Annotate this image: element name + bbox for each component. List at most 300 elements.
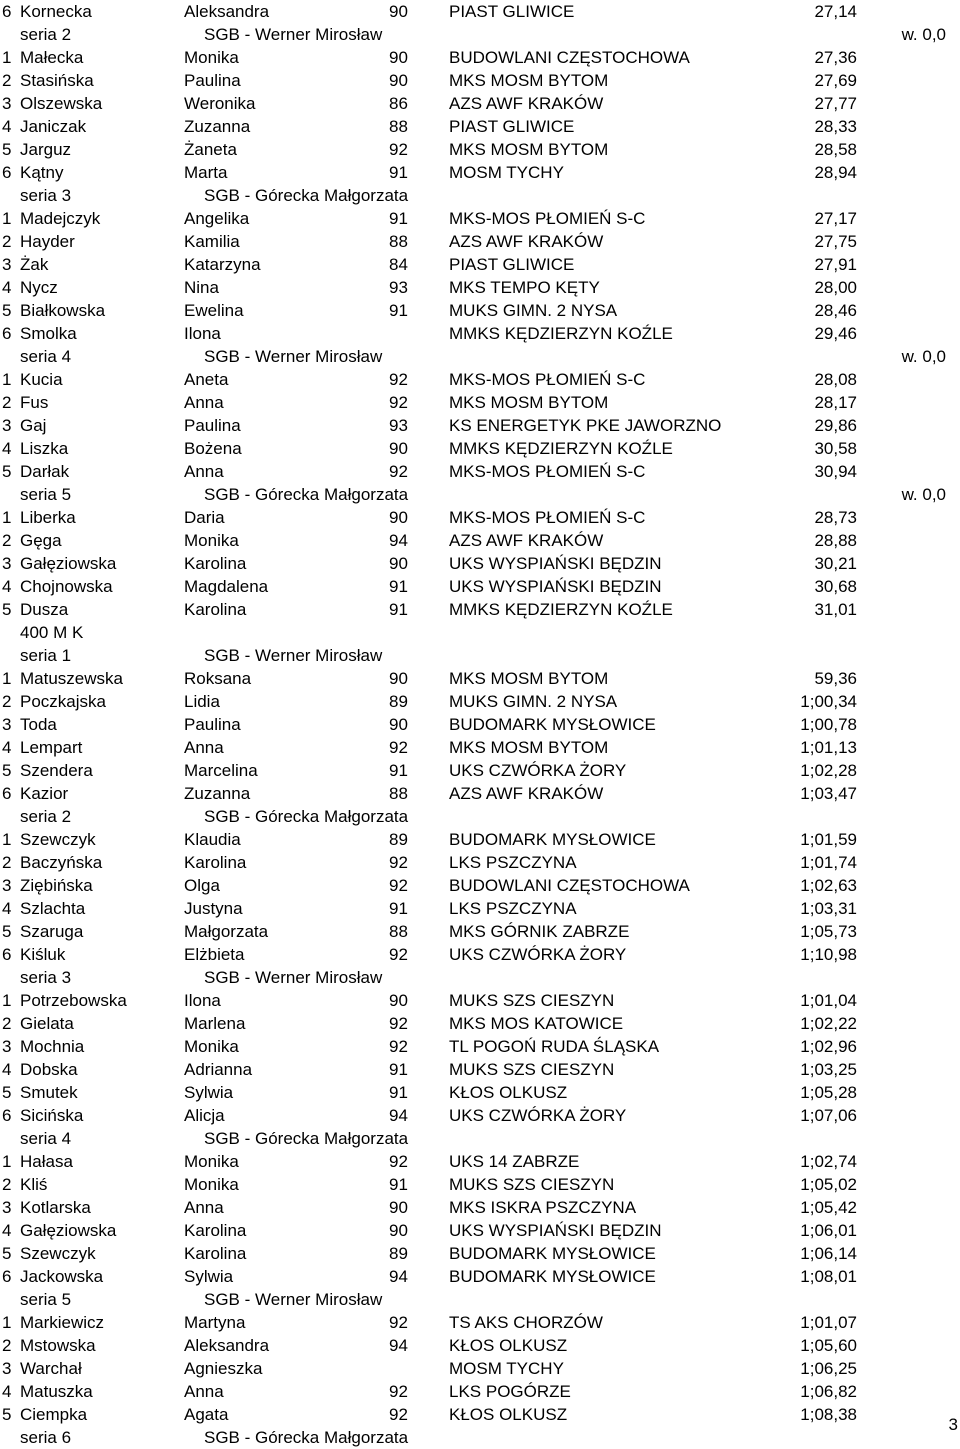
club: MKS MOSM BYTOM [449,738,609,757]
surname: Hayder [20,232,75,251]
surname: Sicińska [20,1106,84,1125]
place: 2 [2,531,12,550]
result-time: 30,94 [814,462,857,481]
series-header [0,483,960,506]
event-title [0,621,960,644]
surname: Gałęziowska [20,554,117,573]
result-row [0,414,960,437]
place: 1 [2,370,12,389]
surname: Kiśluk [20,945,66,964]
place: 4 [2,1060,12,1079]
club: MKS MOSM BYTOM [449,669,609,688]
first-name: Anna [184,738,224,757]
place: 5 [2,922,12,941]
result-row [0,690,960,713]
birth-year: 92 [389,853,408,872]
result-time: 27,17 [814,209,857,228]
surname: Smolka [20,324,77,343]
result-row [0,529,960,552]
first-name: Monika [184,48,239,67]
birth-year: 92 [389,140,408,159]
first-name: Karolina [184,1244,247,1263]
club: LKS PSZCZYNA [449,899,577,918]
result-time: 1;03,47 [800,784,857,803]
first-name: Katarzyna [184,255,261,274]
result-time: 28,94 [814,163,857,182]
wind-reading: w. 0,0 [901,25,946,44]
birth-year: 91 [389,761,408,780]
club: MKS MOSM BYTOM [449,393,609,412]
club: UKS CZWÓRKA ŻORY [449,945,627,964]
series-label: seria 2 [20,807,72,826]
birth-year: 89 [389,1244,408,1263]
birth-year: 90 [389,1198,408,1217]
result-row [0,1058,960,1081]
result-row [0,989,960,1012]
club: AZS AWF KRAKÓW [449,784,604,803]
surname: Matuszka [20,1382,93,1401]
result-time: 27,14 [814,2,857,21]
series-header [0,966,960,989]
series-label: seria 2 [20,25,72,44]
place: 5 [2,1083,12,1102]
result-time: 1;02,63 [800,876,857,895]
birth-year: 94 [389,1106,408,1125]
result-time: 27,91 [814,255,857,274]
result-row [0,1265,960,1288]
result-time: 1;08,38 [800,1405,857,1424]
first-name: Marcelina [184,761,258,780]
result-time: 1;05,73 [800,922,857,941]
first-name: Sylwia [184,1083,234,1102]
result-row [0,253,960,276]
surname: Kornecka [20,2,92,21]
first-name: Lidia [184,692,220,711]
series-label: seria 3 [20,186,72,205]
surname: Szlachta [20,899,86,918]
first-name: Bożena [184,439,242,458]
result-row [0,1380,960,1403]
result-row [0,1403,960,1426]
birth-year: 92 [389,1405,408,1424]
first-name: Klaudia [184,830,241,849]
place: 3 [2,416,12,435]
result-row [0,1081,960,1104]
surname: Kazior [20,784,69,803]
place: 4 [2,577,12,596]
club: MMKS KĘDZIERZYN KOŹLE [449,324,673,343]
birth-year: 91 [389,209,408,228]
result-row [0,552,960,575]
club: BUDOMARK MYSŁOWICE [449,830,656,849]
place: 4 [2,1221,12,1240]
place: 2 [2,71,12,90]
club: LKS PSZCZYNA [449,853,577,872]
club: MKS GÓRNIK ZABRZE [449,922,630,941]
place: 4 [2,439,12,458]
series-label: seria 1 [20,646,72,665]
series-header [0,184,960,207]
series-judge: SGB - Werner Mirosław [204,646,383,665]
first-name: Aleksandra [184,1336,270,1355]
club: UKS WYSPIAŃSKI BĘDZIN [449,554,662,573]
first-name: Karolina [184,853,247,872]
place: 3 [2,94,12,113]
club: MKS MOSM BYTOM [449,140,609,159]
surname: Ciempka [20,1405,88,1424]
surname: Baczyńska [20,853,103,872]
birth-year: 91 [389,577,408,596]
first-name: Magdalena [184,577,269,596]
result-row [0,1104,960,1127]
club: TS AKS CHORZÓW [449,1313,603,1332]
birth-year: 88 [389,784,408,803]
result-row [0,575,960,598]
result-row [0,368,960,391]
surname: Jackowska [20,1267,104,1286]
result-time: 1;05,60 [800,1336,857,1355]
wind-reading: w. 0,0 [901,485,946,504]
result-row [0,437,960,460]
surname: Hałasa [20,1152,73,1171]
result-row [0,276,960,299]
result-time: 1;10,98 [800,945,857,964]
surname: Darłak [20,462,70,481]
result-row [0,115,960,138]
series-label: seria 5 [20,485,72,504]
place: 4 [2,278,12,297]
club: KŁOS OLKUSZ [449,1405,568,1424]
club: MKS ISKRA PSZCZYNA [449,1198,637,1217]
result-row [0,1012,960,1035]
result-time: 27,69 [814,71,857,90]
surname: Matuszewska [20,669,123,688]
birth-year: 90 [389,1221,408,1240]
result-row [0,161,960,184]
surname: Lempart [20,738,83,757]
series-judge: SGB - Werner Mirosław [204,347,383,366]
birth-year: 90 [389,48,408,67]
birth-year: 90 [389,2,408,21]
result-time: 1;08,01 [800,1267,857,1286]
club: MKS-MOS PŁOMIEŃ S-C [449,370,646,389]
first-name: Nina [184,278,219,297]
place: 5 [2,600,12,619]
place: 6 [2,324,12,343]
series-judge: SGB - Werner Mirosław [204,25,383,44]
place: 3 [2,1359,12,1378]
birth-year: 91 [389,600,408,619]
surname: Ziębińska [20,876,93,895]
club: UKS CZWÓRKA ŻORY [449,1106,627,1125]
result-row [0,667,960,690]
place: 6 [2,1106,12,1125]
place: 6 [2,1267,12,1286]
birth-year: 89 [389,692,408,711]
place: 4 [2,1382,12,1401]
page-number: 3 [948,1415,958,1434]
club: BUDOMARK MYSŁOWICE [449,715,656,734]
club: UKS WYSPIAŃSKI BĘDZIN [449,577,662,596]
first-name: Anna [184,1198,224,1217]
place: 4 [2,117,12,136]
club: BUDOMARK MYSŁOWICE [449,1244,656,1263]
place: 6 [2,163,12,182]
birth-year: 90 [389,715,408,734]
surname: Gielata [20,1014,74,1033]
result-time: 1;00,34 [800,692,857,711]
series-label: seria 4 [20,1129,72,1148]
result-row [0,1196,960,1219]
result-time: 29,46 [814,324,857,343]
result-time: 1;02,22 [800,1014,857,1033]
result-time: 27,36 [814,48,857,67]
result-time: 27,77 [814,94,857,113]
series-judge: SGB - Górecka Małgorzata [204,807,409,826]
result-time: 28,00 [814,278,857,297]
result-time: 59,36 [814,669,857,688]
place: 2 [2,1175,12,1194]
place: 1 [2,830,12,849]
first-name: Justyna [184,899,243,918]
club: MKS-MOS PŁOMIEŃ S-C [449,462,646,481]
birth-year: 91 [389,1083,408,1102]
first-name: Karolina [184,600,247,619]
place: 5 [2,301,12,320]
birth-year: 91 [389,301,408,320]
birth-year: 88 [389,922,408,941]
surname: Markiewicz [20,1313,105,1332]
first-name: Sylwia [184,1267,234,1286]
surname: Stasińska [20,71,94,90]
first-name: Weronika [184,94,256,113]
surname: Smutek [20,1083,78,1102]
birth-year: 89 [389,830,408,849]
club: KŁOS OLKUSZ [449,1083,568,1102]
birth-year: 90 [389,71,408,90]
result-time: 28,08 [814,370,857,389]
place: 6 [2,945,12,964]
place: 2 [2,393,12,412]
result-time: 1;01,59 [800,830,857,849]
place: 2 [2,692,12,711]
series-judge: SGB - Górecka Małgorzata [204,1129,409,1148]
place: 3 [2,1198,12,1217]
first-name: Aleksandra [184,2,270,21]
birth-year: 90 [389,439,408,458]
surname: Mochnia [20,1037,85,1056]
club: AZS AWF KRAKÓW [449,232,604,251]
result-row [0,1035,960,1058]
club: MKS-MOS PŁOMIEŃ S-C [449,508,646,527]
place: 5 [2,1244,12,1263]
result-row [0,828,960,851]
result-row [0,460,960,483]
birth-year: 91 [389,1175,408,1194]
result-time: 29,86 [814,416,857,435]
result-row [0,138,960,161]
first-name: Anna [184,462,224,481]
club: MUKS GIMN. 2 NYSA [449,301,618,320]
birth-year: 90 [389,991,408,1010]
club: MMKS KĘDZIERZYN KOŹLE [449,600,673,619]
birth-year: 91 [389,899,408,918]
series-header [0,805,960,828]
result-row [0,598,960,621]
wind-reading: w. 0,0 [901,347,946,366]
club: MUKS SZS CIESZYN [449,1175,615,1194]
result-row [0,874,960,897]
series-judge: SGB - Werner Mirosław [204,968,383,987]
birth-year: 92 [389,945,408,964]
series-header [0,345,960,368]
result-time: 27,75 [814,232,857,251]
birth-year: 92 [389,1313,408,1332]
club: MUKS SZS CIESZYN [449,991,615,1010]
place: 3 [2,255,12,274]
club: MOSM TYCHY [449,1359,564,1378]
surname: Gaj [20,416,47,435]
result-row [0,1173,960,1196]
place: 2 [2,853,12,872]
club: MKS MOSM BYTOM [449,71,609,90]
birth-year: 91 [389,1060,408,1079]
result-time: 1;01,74 [800,853,857,872]
birth-year: 94 [389,1336,408,1355]
series-header [0,23,960,46]
birth-year: 93 [389,278,408,297]
surname: Nycz [20,278,58,297]
first-name: Monika [184,1175,239,1194]
series-header [0,644,960,667]
surname: Dobska [20,1060,78,1079]
series-label: seria 4 [20,347,72,366]
club: MUKS SZS CIESZYN [449,1060,615,1079]
birth-year: 86 [389,94,408,113]
result-time: 1;01,07 [800,1313,857,1332]
first-name: Małgorzata [184,922,269,941]
birth-year: 90 [389,669,408,688]
surname: Liszka [20,439,69,458]
club: PIAST GLIWICE [449,2,575,21]
surname: Szewczyk [20,1244,96,1263]
result-row [0,1150,960,1173]
first-name: Żaneta [184,140,237,159]
place: 2 [2,1014,12,1033]
birth-year: 84 [389,255,408,274]
surname: Kątny [20,163,64,182]
place: 3 [2,876,12,895]
club: PIAST GLIWICE [449,255,575,274]
birth-year: 92 [389,1037,408,1056]
result-time: 1;05,42 [800,1198,857,1217]
place: 1 [2,991,12,1010]
club: MMKS KĘDZIERZYN KOŹLE [449,439,673,458]
first-name: Aneta [184,370,229,389]
surname: Toda [20,715,57,734]
result-row [0,391,960,414]
result-time: 30,21 [814,554,857,573]
club: MOSM TYCHY [449,163,564,182]
first-name: Martyna [184,1313,246,1332]
result-time: 28,58 [814,140,857,159]
first-name: Agnieszka [184,1359,263,1378]
place: 6 [2,2,12,21]
birth-year: 92 [389,393,408,412]
result-row [0,207,960,230]
surname: Chojnowska [20,577,113,596]
place: 3 [2,554,12,573]
result-time: 28,88 [814,531,857,550]
club: UKS CZWÓRKA ŻORY [449,761,627,780]
first-name: Ilona [184,991,221,1010]
first-name: Monika [184,531,239,550]
result-row [0,713,960,736]
result-time: 1;03,25 [800,1060,857,1079]
place: 1 [2,1313,12,1332]
result-time: 1;06,82 [800,1382,857,1401]
surname: Kliś [20,1175,48,1194]
result-time: 31,01 [814,600,857,619]
result-time: 30,58 [814,439,857,458]
surname: Potrzebowska [20,991,127,1010]
result-row [0,322,960,345]
club: MKS MOS KATOWICE [449,1014,624,1033]
result-row [0,1357,960,1380]
birth-year: 90 [389,508,408,527]
surname: Szewczyk [20,830,96,849]
club: UKS 14 ZABRZE [449,1152,580,1171]
place: 2 [2,1336,12,1355]
surname: Gałęziowska [20,1221,117,1240]
place: 1 [2,209,12,228]
result-row [0,230,960,253]
result-row [0,782,960,805]
club: MKS TEMPO KĘTY [449,278,600,297]
surname: Fus [20,393,49,412]
place: 5 [2,462,12,481]
result-row [0,759,960,782]
surname: Madejczyk [20,209,101,228]
place: 1 [2,508,12,527]
first-name: Ilona [184,324,221,343]
result-row [0,736,960,759]
series-label: seria 6 [20,1428,72,1447]
series-label: seria 3 [20,968,72,987]
result-time: 1;02,96 [800,1037,857,1056]
first-name: Karolina [184,1221,247,1240]
place: 4 [2,899,12,918]
birth-year: 93 [389,416,408,435]
surname: Janiczak [20,117,87,136]
surname: Białkowska [20,301,106,320]
first-name: Karolina [184,554,247,573]
result-time: 1;05,28 [800,1083,857,1102]
club: AZS AWF KRAKÓW [449,531,604,550]
first-name: Elżbieta [184,945,245,964]
surname: Gęga [20,531,62,550]
series-judge: SGB - Górecka Małgorzata [204,485,409,504]
first-name: Zuzanna [184,784,251,803]
surname: Kotlarska [20,1198,91,1217]
club: KŁOS OLKUSZ [449,1336,568,1355]
birth-year: 92 [389,738,408,757]
first-name: Alicja [184,1106,225,1125]
place: 2 [2,232,12,251]
surname: Żak [20,255,49,274]
place: 3 [2,715,12,734]
surname: Olszewska [20,94,103,113]
